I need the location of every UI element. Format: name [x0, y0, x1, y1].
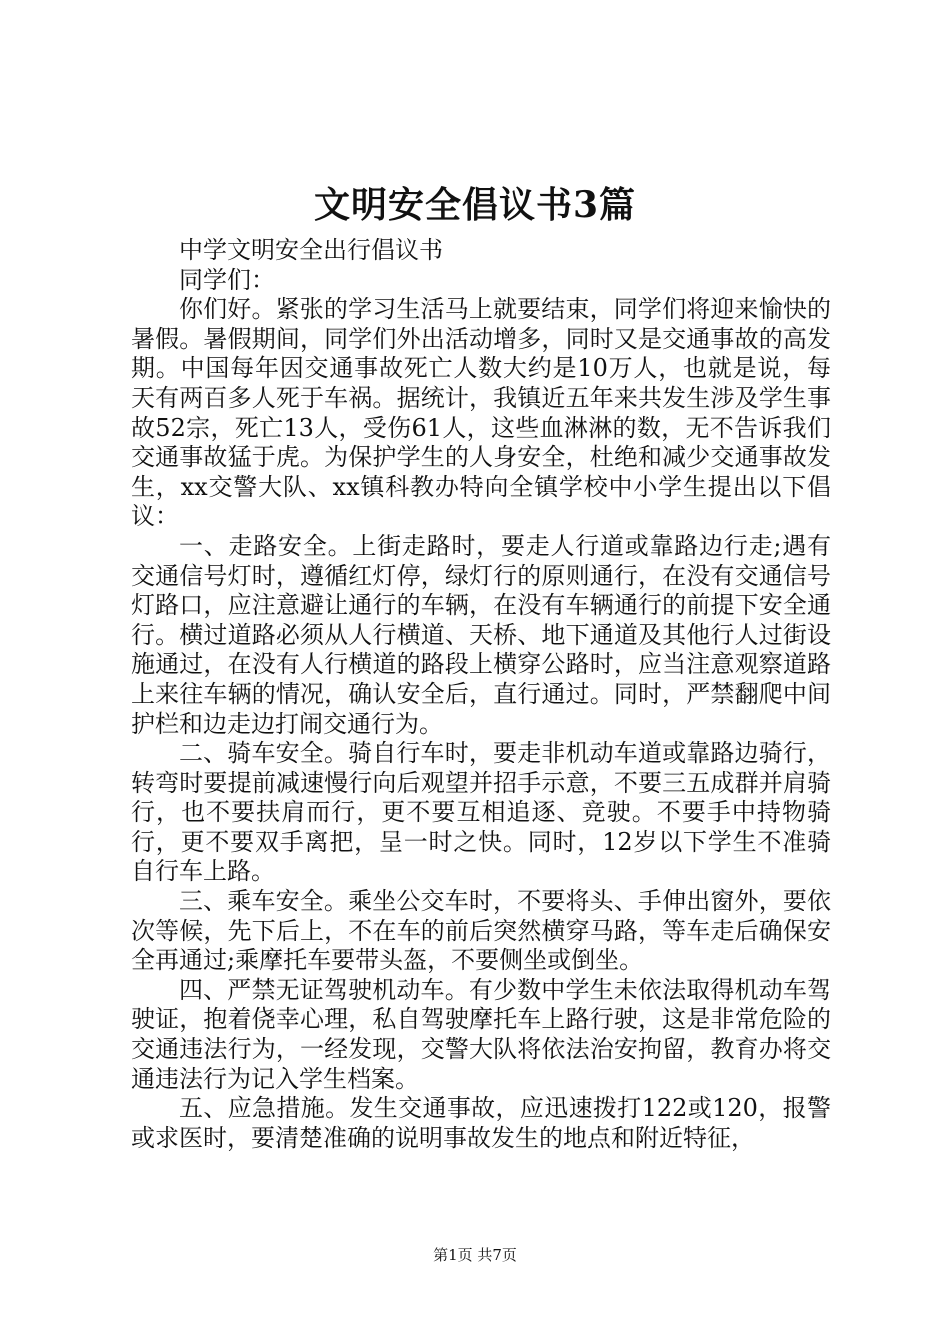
document-title: 文明安全倡议书3篇 [313, 184, 637, 226]
intro-paragraph: 你们好。紧张的学习生活马上就要结束，同学们将迎来愉快的暑假。暑假期间，同学们外出活动增多，同时又是交通事故的高发期。中国每年因交通事故死亡人数大约是10万人，也就是说，每天有两百多人死于车祸。据统计，我镇近五年来共发生涉及学生事故52宗，死亡13人，受伤61人，这些血淋淋的数，无不告诉我们交通事故猛于虎。为保护学生的人身安全，杜绝和减少交通事故发生，xx交警大队、xx镇科教办特向全镇学校中小学生提出以下倡议： [131, 295, 831, 531]
walking-safety-paragraph: 一、走路安全。上街走路时，要走人行道或靠路边行走;遇有交通信号灯时，遵循红灯停，绿灯行的原则通行，在没有交通信号灯路口，应注意避让通行的车辆，在没有车辆通行的前提下安全通行。横过道路必须从人行横道、天桥、地下通道及其他行人过街设施通过，在没有人行横道的路段上横穿公路时，应当注意观察道路上来往车辆的情况，确认安全后，直行通过。同时，严禁翻爬中间护栏和边走边打闹交通行为。 [131, 531, 831, 738]
no-license-driving-paragraph: 四、严禁无证驾驶机动车。有少数中学生未依法取得机动车驾驶证，抱着侥幸心理，私自驾驶摩托车上路行驶，这是非常危险的交通违法行为，一经发现，交警大队将依法治安拘留，教育办将交通违法行为记入学生档案。 [131, 975, 831, 1093]
emergency-measures-paragraph: 五、应急措施。发生交通事故，应迅速拨打122或120，报警或求医时，要清楚准确的说明事故发生的地点和附近特征， [131, 1094, 831, 1152]
subtitle-paragraph: 中学文明安全出行倡议书 [179, 236, 443, 264]
document-body [131, 236, 831, 1153]
cycling-safety-paragraph: 二、骑车安全。骑自行车时，要走非机动车道或靠路边骑行，转弯时要提前减速慢行向后观望并招手示意，不要三五成群并肩骑行，也不要扶肩而行，更不要互相追逐、竞驶。不要手中持物骑行，更不要双手离把，呈一时之快。同时，12岁以下学生不准骑自行车上路。 [131, 739, 831, 886]
riding-safety-paragraph: 三、乘车安全。乘坐公交车时，不要将头、手伸出窗外，要依次等候，先下后上，不在车的前后突然横穿马路，等车走后确保安全再通过;乘摩托车要带头盔，不要侧坐或倒坐。 [131, 887, 831, 975]
page-number-footer: 第1页 共7页 [433, 1246, 517, 1264]
salutation-paragraph: 同学们： [179, 265, 275, 294]
